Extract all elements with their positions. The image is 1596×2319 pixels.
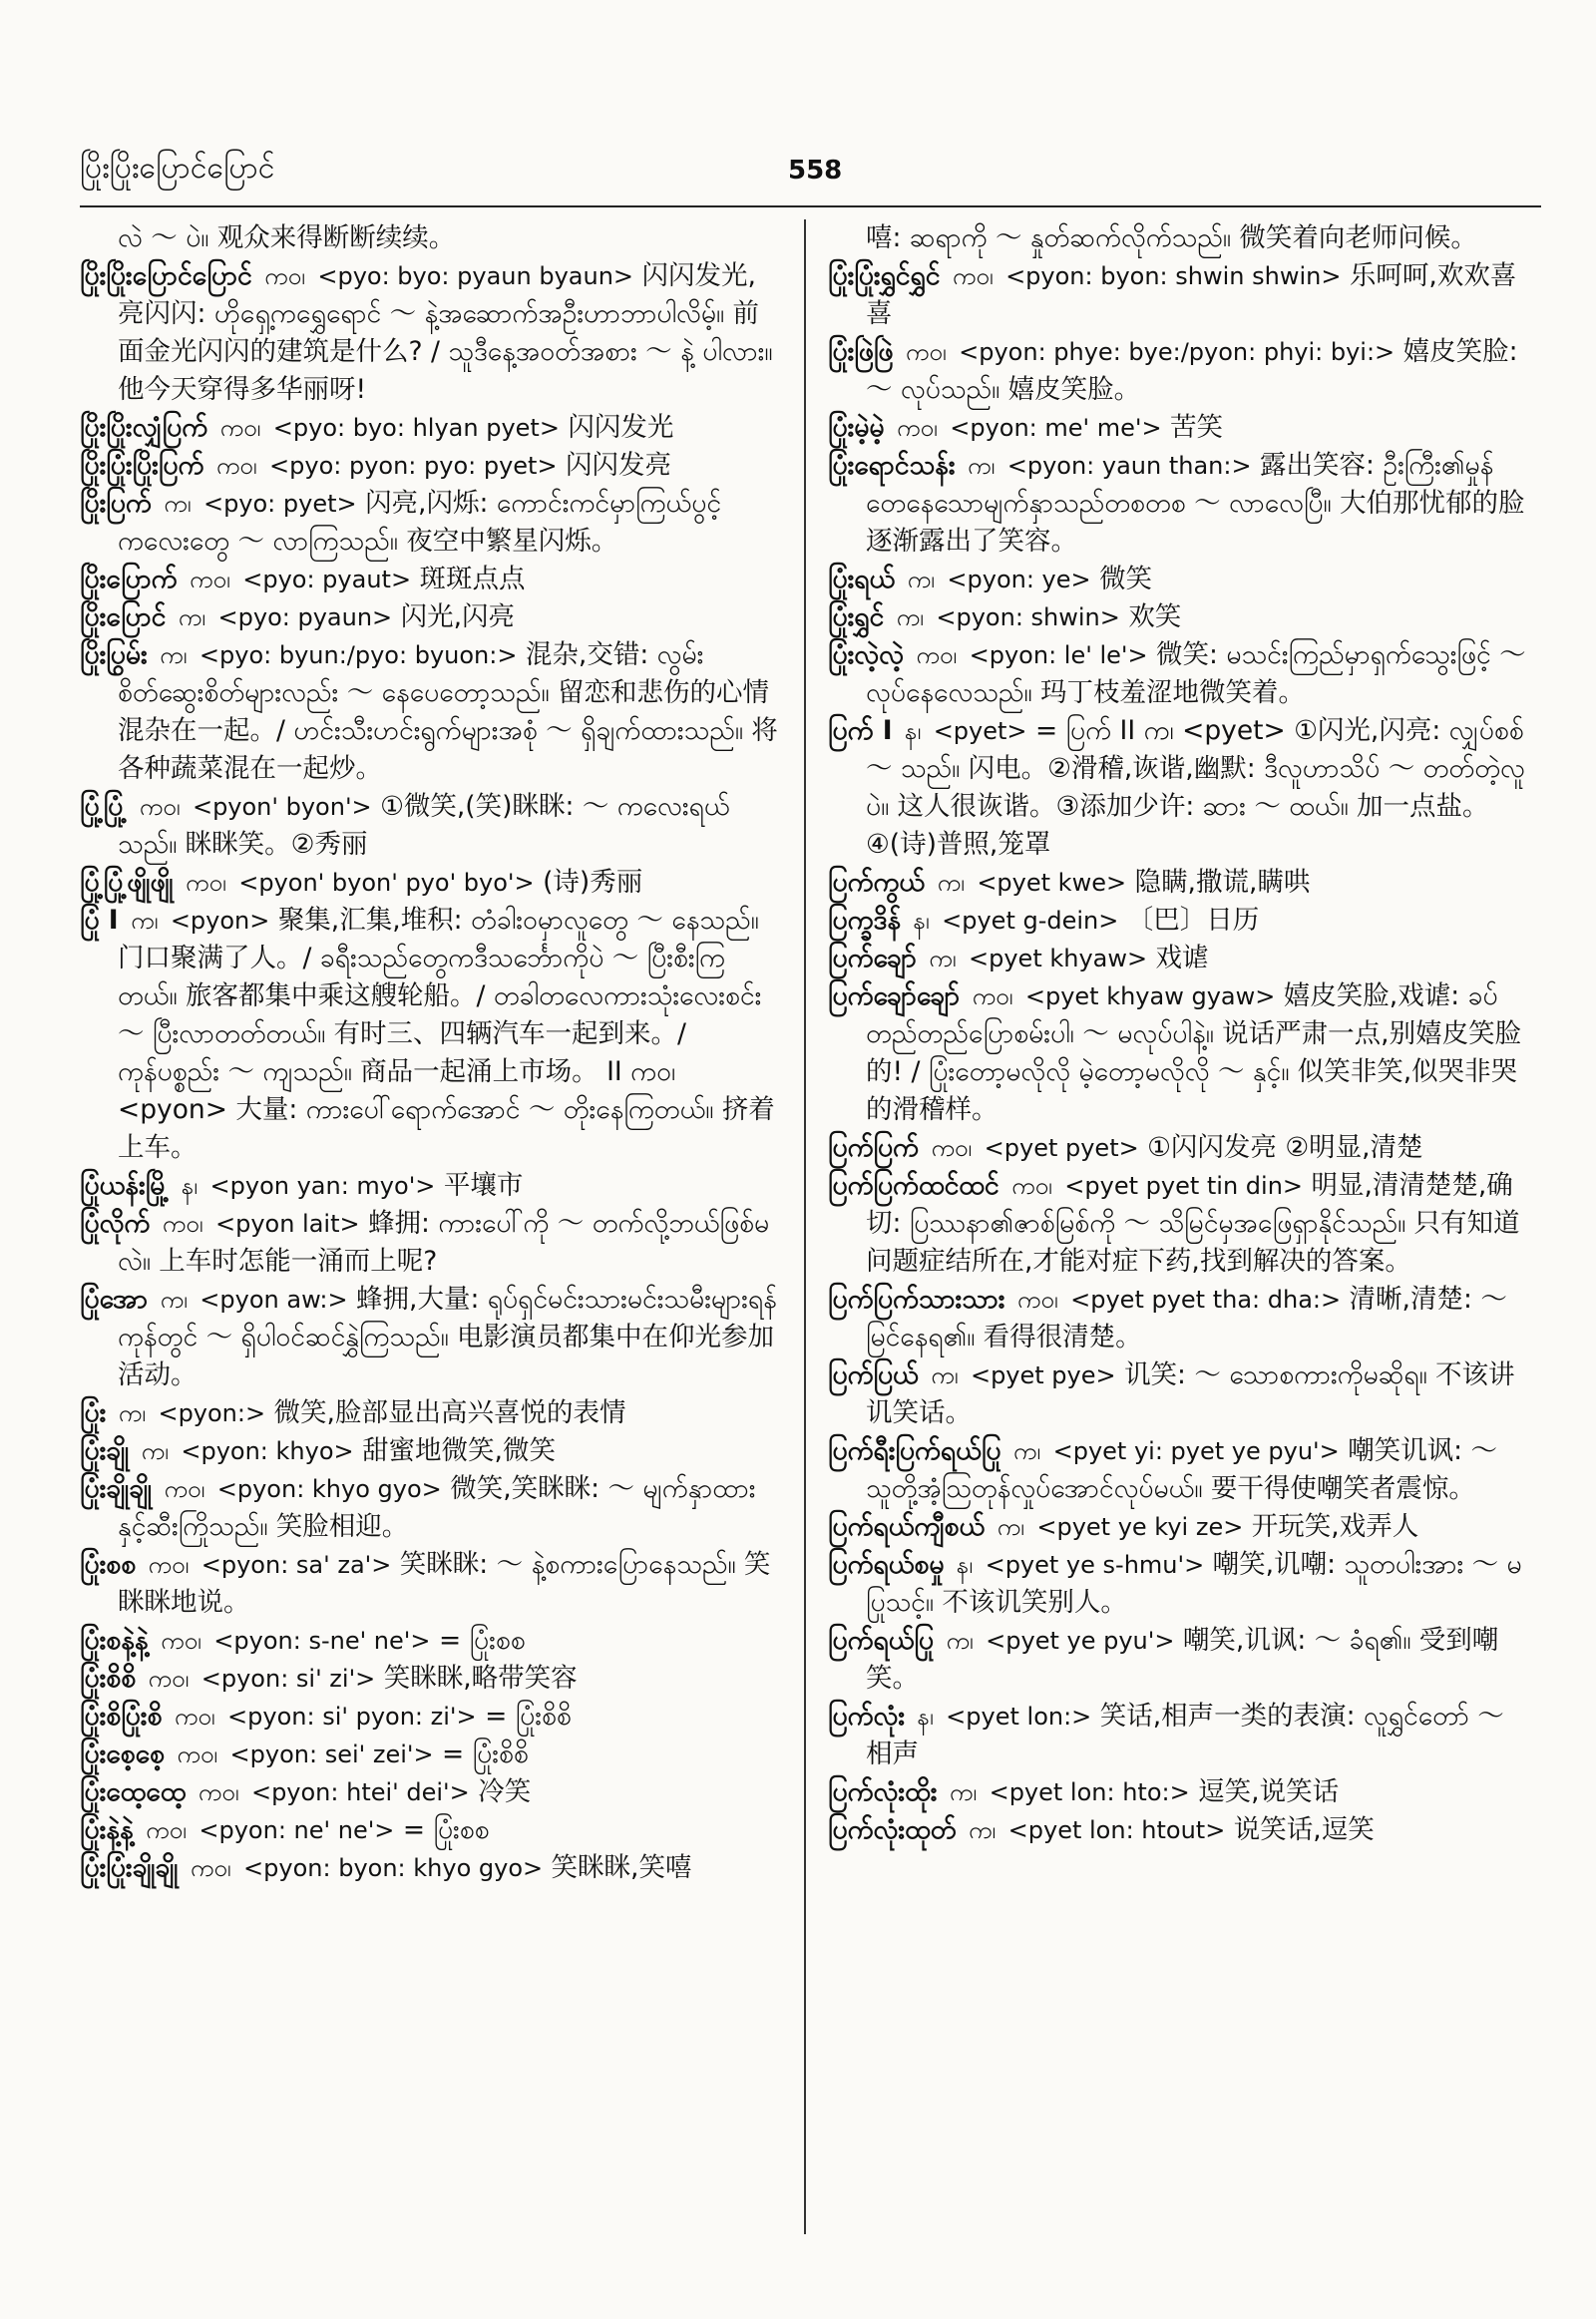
dictionary-entry [828, 598, 1526, 636]
part-of-speech: န၊ [913, 907, 930, 935]
pronunciation: <pyon: si' zi'> [200, 1665, 376, 1693]
part-of-speech: ကဝ၊ [215, 452, 257, 480]
part-of-speech: က၊ [1012, 1437, 1041, 1465]
pronunciation: <pyon: le' le'> [969, 641, 1148, 669]
part-of-speech: ကဝ၊ [190, 566, 230, 593]
headword: ပြက္ခဒိန် [828, 905, 902, 936]
dictionary-entry [828, 1698, 1526, 1773]
definition: 闪闪发光,亮闪闪: ဟိုရှေ့ကရွှေရောင် ～ နဲ့အဆောက်အဦးဟာဘာပါလိမ့်။ 前面金光闪闪的建筑是什么? / သူဒီနေ့အဝတ်အစား ～ နဲ့ ပါလား။ 他今天穿得多华丽呀! [118, 260, 773, 405]
definition: = ပြက် II က၊ <pyet> ①闪光,闪亮: လျှပ်စစ် ～ သည်။ 闪电。②滑稽,诙谐,幽默: ဒီလူဟာသိပ် ～ တတ်တဲ့လူပဲ။ 这人很诙谐。③添加少许: ဆား ～ ထယ်။ 加一点盐。④(诗)普照,笼罩 [866, 715, 1525, 860]
headword: ပြုံးပြုံးချိုချို [80, 1852, 179, 1883]
headword: ပြက်ရယ်ပြု [828, 1625, 934, 1656]
definition: = ပြုံးစိစိ [485, 1701, 572, 1732]
headword: ပြိုးပြောက် [80, 564, 178, 594]
part-of-speech: ကဝ၊ [161, 1627, 201, 1655]
pronunciation: <pyon: phye: bye:/pyon: phyi: byi:> [959, 338, 1396, 366]
pronunciation: <pyon aw:> [200, 1286, 348, 1314]
part-of-speech: ကဝ၊ [1016, 1286, 1058, 1314]
part-of-speech: ကဝ၊ [146, 1816, 187, 1844]
headword: ပြုံးစိစိ [80, 1663, 137, 1694]
dictionary-entry [80, 447, 778, 485]
right-column [828, 219, 1526, 2254]
pronunciation: <pyon> [170, 907, 270, 935]
definition: 微笑 [1099, 564, 1153, 594]
pronunciation: <pyon: byon: shwin shwin> [1005, 262, 1342, 290]
definition: 清晰,清楚: ～ မြင်နေရ၏။ 看得很清楚。 [866, 1284, 1507, 1353]
pronunciation: <pyet ye kyi ze> [1036, 1513, 1244, 1541]
dictionary-entry [80, 485, 778, 561]
definition: 斑斑点点 [419, 564, 526, 594]
dictionary-entry [828, 1167, 1526, 1281]
headword: ပြုံးမဲ့မဲ့ [828, 412, 885, 443]
part-of-speech: က၊ [160, 1286, 188, 1314]
pronunciation: <pyet> [933, 717, 1027, 745]
part-of-speech: က၊ [178, 603, 206, 631]
headword: ပြက်ရယ်ကျီစယ် [828, 1511, 986, 1542]
entry-text: 嘻: ဆရာကို ～ နှုတ်ဆက်လိုက်သည်။ 微笑着向老师问候。 [866, 222, 1477, 253]
pronunciation: <pyet pyet> [984, 1134, 1139, 1162]
pronunciation: <pyo: pyaut> [242, 566, 412, 593]
part-of-speech: န၊ [956, 1551, 974, 1579]
definition: 微笑,笑眯眯: ～ မျက်နှာထားနှင့်ဆီးကြိုသည်။ 笑脸相迎。 [118, 1473, 756, 1542]
part-of-speech: က၊ [968, 452, 996, 480]
dictionary-entry [828, 1546, 1526, 1622]
part-of-speech: က၊ [118, 1399, 147, 1427]
definition: 笑眯眯,笑嘻 [551, 1852, 692, 1883]
dictionary-entry [828, 333, 1526, 409]
dictionary-entry [80, 1773, 778, 1811]
dictionary-entry [828, 409, 1526, 447]
dictionary-entry [80, 788, 778, 864]
headword: ပြိုးပြုံးပြိုးပြက် [80, 450, 204, 481]
definition: 〔巴〕日历 [1126, 905, 1260, 936]
part-of-speech: ကဝ၊ [139, 793, 181, 821]
dictionary-entry [828, 977, 1526, 1129]
pronunciation: <pyon yan: myo'> [209, 1172, 436, 1200]
pronunciation: <pyet lon: htout> [1007, 1816, 1226, 1844]
part-of-speech: က၊ [931, 1361, 959, 1389]
definition: 露出笑容: ဦးကြီး၏မှုန်တေနေသောမျက်နှာသည်တစတစ ～ လာလေပြီ။ 大伯那忧郁的脸逐渐露出了笑容。 [866, 450, 1525, 557]
definition: 戏谑 [1155, 943, 1209, 973]
dictionary-entry [80, 864, 778, 902]
part-of-speech: က၊ [946, 1627, 974, 1655]
pronunciation: <pyon: si' pyon: zi'> [227, 1703, 477, 1731]
part-of-speech: ကဝ၊ [905, 338, 947, 366]
dictionary-entry [80, 1849, 778, 1887]
pronunciation: <pyon: ne' ne'> [199, 1816, 395, 1844]
pronunciation: <pyon:> [158, 1399, 266, 1427]
part-of-speech: န၊ [905, 717, 922, 745]
headword: ပြုံးစိပြုံးစိ [80, 1701, 163, 1732]
page-header [80, 148, 1541, 207]
pronunciation: <pyon: s-ne' ne'> [213, 1627, 431, 1655]
part-of-speech: ကဝ၊ [1011, 1172, 1052, 1200]
definition: 冷笑 [478, 1776, 532, 1807]
pronunciation: <pyet lon:> [946, 1703, 1092, 1731]
definition: 蜂拥,大量: ရုပ်ရှင်မင်းသားမင်းသမီးများရန်ကုန်တွင် ～ ရှိပါဝင်ဆင်နွှဲကြသည်။ 电影演员都集中在仰光参加活动。 [118, 1284, 777, 1390]
part-of-speech: ကဝ၊ [972, 982, 1013, 1010]
dictionary-entry [828, 447, 1526, 561]
pronunciation: <pyet g-dein> [942, 907, 1119, 935]
definition: 讥笑: ～ သောစကားကိုမဆိုရ။ 不该讲讥笑话。 [866, 1359, 1515, 1428]
column-divider [804, 219, 806, 2234]
dictionary-entry [828, 1356, 1526, 1432]
headword: ပြက်လုံးထုတ် [828, 1814, 957, 1845]
dictionary-entry [80, 1205, 778, 1281]
part-of-speech: က၊ [131, 907, 159, 935]
pronunciation: <pyon: shwin> [936, 603, 1120, 631]
dictionary-entry [828, 902, 1526, 940]
part-of-speech: ကဝ၊ [952, 262, 994, 290]
part-of-speech: ကဝ၊ [198, 1778, 239, 1806]
headword: ပြုံးစစ [80, 1549, 137, 1580]
dictionary-entry [80, 1736, 778, 1773]
dictionary-entry [80, 1660, 778, 1698]
definition: = ပြုံးစစ [438, 1625, 526, 1656]
left-column [80, 219, 778, 2254]
definition: 开玩笑,戏弄人 [1251, 1511, 1419, 1542]
part-of-speech: ကဝ၊ [148, 1665, 190, 1693]
headword: ပြက်ပြက်သားသား [828, 1284, 1005, 1315]
definition: 微笑: မသင်းကြည်မှာရှက်သွေးဖြင့် ～ လုပ်နေလေသည်။ 玛丁枝羞涩地微笑着。 [866, 639, 1526, 708]
dictionary-entry [80, 636, 778, 788]
headword: ပြုံး [80, 1397, 107, 1428]
pronunciation: <pyon' byon' pyo' byo'> [238, 869, 535, 897]
part-of-speech: က၊ [997, 1513, 1024, 1541]
dictionary-entry [828, 1622, 1526, 1698]
part-of-speech: က၊ [949, 1778, 978, 1806]
definition: 闪闪发亮 [566, 450, 672, 481]
definition: (诗)秀丽 [543, 867, 643, 898]
definition: 苦笑 [1170, 412, 1224, 443]
headword: ပြက်ချော် [828, 943, 917, 973]
headword: ပြက်လုံးထိုး [828, 1776, 938, 1807]
part-of-speech: က၊ [164, 490, 192, 518]
pronunciation: <pyon: yaun than:> [1006, 452, 1252, 480]
part-of-speech: န၊ [181, 1172, 199, 1200]
definition: 嬉皮笑脸: ～ လုပ်သည်။ 嬉皮笑脸。 [866, 336, 1518, 405]
definition: 明显,清清楚楚,确切: ပြဿနာ၏ဇာစ်မြစ်ကို ～ သိမြင်မှအဖြေရှာနိုင်သည်။ 只有知道问题症结所在,才能对症下药,找到解决的答案。 [866, 1170, 1520, 1277]
definition: ①微笑,(笑)眯眯: ～ ကလေးရယ်သည်။ 眯眯笑。②秀丽 [118, 791, 730, 860]
pronunciation: <pyet pye> [970, 1361, 1116, 1389]
definition: 闪光,闪亮 [400, 601, 516, 632]
guide-word: ပြိုးပြိုးပြောင်ပြောင် [80, 151, 275, 186]
headword: ပြုံးစေ့စေ့ [80, 1739, 165, 1769]
headword: ပြုံ့ပြုံ့ဖျိုဖျို [80, 867, 174, 898]
headword: ပြိုးပြွမ်း [80, 639, 148, 670]
pronunciation: <pyet yi: pyet ye pyu'> [1052, 1437, 1340, 1465]
part-of-speech: ကဝ၊ [162, 1210, 203, 1238]
definition: 嘲笑,讥嘲: သူတပါးအား ～ မပြုသင့်။ 不该讥笑别人。 [866, 1549, 1522, 1618]
pronunciation: <pyet kwe> [977, 869, 1127, 897]
dictionary-entry [80, 1546, 778, 1622]
definition: 逗笑,说笑话 [1198, 1776, 1340, 1807]
headword: ပြက်ပြယ် [828, 1359, 919, 1390]
headword: ပြုံ့ပြုံ့ [80, 791, 128, 822]
definition: 闪闪发光 [568, 412, 674, 443]
pronunciation: <pyet lon: hto:> [989, 1778, 1190, 1806]
dictionary-entry [828, 636, 1526, 712]
pronunciation: <pyet pyet tha: dha:> [1070, 1286, 1342, 1314]
headword: ပြုံးထေ့ထေ့ [80, 1776, 187, 1807]
definition: 蜂拥: ကားပေါ်ကို ～ တက်လို့ဘယ်ဖြစ်မလဲ။ 上车时怎能一涌而上呢? [118, 1208, 770, 1277]
pronunciation: <pyo: byo: hlyan pyet> [272, 414, 560, 442]
dictionary-entry [828, 1773, 1526, 1811]
headword: ပြက်ရယ်စမှု [828, 1549, 945, 1580]
headword: ပြုံးနဲ့နဲ့ [80, 1814, 134, 1845]
part-of-speech: က၊ [937, 869, 965, 897]
headword: ပြုံးရောင်သန်း [828, 450, 956, 481]
definition: 欢笑 [1128, 601, 1182, 632]
part-of-speech: ကဝ၊ [174, 1703, 215, 1731]
header-rule [80, 205, 1541, 207]
pronunciation: <pyon: byon: khyo gyo> [243, 1854, 544, 1882]
dictionary-entry [828, 940, 1526, 977]
pronunciation: <pyet ye pyu'> [986, 1627, 1175, 1655]
pronunciation: <pyo: pyaun> [217, 603, 393, 631]
headword: ပြိုးပြက် [80, 488, 152, 519]
definition: 嘲笑,讥讽: ～ ခံရ၏။ 受到嘲笑。 [866, 1625, 1499, 1694]
part-of-speech: ကဝ၊ [219, 414, 261, 442]
headword: ပြက်လုံး [828, 1701, 906, 1732]
definition: 嬉皮笑脸,戏谑: ခပ်တည်တည်ပြောစမ်းပါ၊ ～ မလုပ်ပါနဲ့။ 说话严肃一点,别嬉皮笑脸的! / ပြုံးတော့မလိုလို မဲ့တော့မလိုလို ～ နှင့်။ 似笑非笑,似哭非哭的滑稽样。 [866, 980, 1522, 1125]
part-of-speech: က၊ [141, 1437, 169, 1465]
part-of-speech: က၊ [929, 945, 957, 972]
pronunciation: <pyon: khyo> [181, 1437, 354, 1465]
pronunciation: <pyon: ye> [947, 566, 1091, 593]
headword: ပြုံယန်းမြို့ [80, 1170, 170, 1201]
dictionary-entry [80, 409, 778, 447]
dictionary-entry [828, 1508, 1526, 1546]
part-of-speech: ကဝ၊ [177, 1740, 218, 1768]
part-of-speech: က၊ [896, 603, 924, 631]
pronunciation: <pyon: khyo gyo> [216, 1475, 442, 1503]
dictionary-entry [828, 1811, 1526, 1849]
page-number: 558 [788, 156, 843, 186]
definition: 嘲笑讥讽: ～ သူတို့အံ့သြတုန်လှုပ်အောင်လုပ်မယ်။ 要干得使嘲笑者震惊。 [866, 1435, 1498, 1504]
pronunciation: <pyo: pyet> [202, 490, 357, 518]
definition: 闪亮,闪烁: ကောင်းကင်မှာကြယ်ပွင့်ကလေးတွေ ～ လာကြသည်။ 夜空中繁星闪烁。 [118, 488, 722, 557]
part-of-speech: ကဝ၊ [264, 262, 305, 290]
entry-text: လဲ ～ ပဲ။ 观众来得断断续续。 [118, 222, 456, 253]
pronunciation: <pyo: byun:/pyo: byuon:> [199, 641, 518, 669]
definition: 笑眯眯,略带笑容 [383, 1663, 578, 1694]
headword: ပြုံလိုက် [80, 1208, 151, 1239]
headword: ပြုံအော [80, 1284, 149, 1315]
dictionary-entry [828, 864, 1526, 902]
headword: ပြက်ရီးပြက်ရယ်ပြု [828, 1435, 1001, 1466]
headword: ပြက်ကွယ် [828, 867, 926, 898]
part-of-speech: န၊ [917, 1703, 934, 1731]
pronunciation: <pyon: me' me'> [950, 414, 1162, 442]
dictionary-entry [828, 1129, 1526, 1167]
part-of-speech: ကဝ၊ [916, 641, 958, 669]
pronunciation: <pyet ye s-hmu'> [985, 1551, 1205, 1579]
definition: 平壤市 [443, 1170, 524, 1201]
dictionary-entry [80, 561, 778, 598]
definition: 乐呵呵,欢欢喜喜 [866, 260, 1517, 329]
pronunciation: <pyet khyaw> [969, 945, 1148, 972]
dictionary-entry [828, 561, 1526, 598]
definition: = ပြုံးစိစိ [442, 1739, 529, 1769]
headword: ပြုံးရယ် [828, 564, 896, 594]
dictionary-entry [828, 1281, 1526, 1356]
dictionary-entry [80, 598, 778, 636]
pronunciation: <pyon' byon'> [192, 793, 372, 821]
pronunciation: <pyet pyet tin din> [1064, 1172, 1304, 1200]
entry-continuation [80, 219, 778, 257]
part-of-speech: ကဝ၊ [186, 869, 226, 897]
dictionary-entry [80, 1470, 778, 1546]
part-of-speech: ကဝ၊ [897, 414, 938, 442]
dictionary-entry [828, 712, 1526, 864]
headword: ပြုံးချို [80, 1435, 130, 1466]
pronunciation: <pyon lait> [214, 1210, 360, 1238]
definition: = ပြုံးစစ [402, 1814, 490, 1845]
pronunciation: <pyon: htei' dei'> [250, 1778, 470, 1806]
definition: 笑话,相声一类的表演: လူရွှင်တော် ～ 相声 [866, 1701, 1504, 1769]
headword: ပြုံးစနဲ့နဲ့ [80, 1625, 149, 1656]
headword: ပြက်ပြက်ထင်ထင် [828, 1170, 999, 1201]
part-of-speech: ကဝ၊ [190, 1854, 231, 1882]
definition: 说笑话,逗笑 [1233, 1814, 1375, 1845]
part-of-speech: ကဝ၊ [931, 1134, 973, 1162]
dictionary-entry [80, 1698, 778, 1736]
part-of-speech: ကဝ၊ [164, 1475, 205, 1503]
definition: 微笑,脸部显出高兴喜悦的表情 [273, 1397, 626, 1428]
dictionary-entry [80, 1432, 778, 1470]
pronunciation: <pyo: pyon: pyo: pyet> [269, 452, 558, 480]
dictionary-entry [80, 1622, 778, 1660]
dictionary-entry [80, 1811, 778, 1849]
part-of-speech: က၊ [160, 641, 188, 669]
headword: ပြိုးပြိုးလျှံပြက် [80, 412, 208, 443]
headword: ပြိုးပြိုးပြောင်ပြောင် [80, 260, 252, 291]
headword: ပြုံးရွှင် [828, 601, 885, 632]
part-of-speech: က၊ [907, 566, 935, 593]
dictionary-entry [828, 1432, 1526, 1508]
part-of-speech: ကဝ၊ [148, 1551, 190, 1579]
dictionary-entry [80, 1394, 778, 1432]
pronunciation: <pyo: byo: pyaun byaun> [317, 262, 634, 290]
pronunciation: <pyet khyaw gyaw> [1024, 982, 1276, 1010]
headword: ပြုံးဖြဲဖြဲ [828, 336, 894, 367]
definition: 隐瞒,撒谎,瞒哄 [1134, 867, 1311, 898]
headword: ပြုံ I [80, 905, 119, 936]
dictionary-entry [80, 257, 778, 409]
headword: ပြက် I [828, 715, 893, 746]
headword: ပြက်ပြက် [828, 1132, 919, 1163]
dictionary-entry [828, 257, 1526, 333]
headword: ပြုံးလဲ့လဲ့ [828, 639, 904, 670]
dictionary-entry [80, 1167, 778, 1205]
entry-continuation [828, 219, 1526, 257]
pronunciation: <pyon: sei' zei'> [229, 1740, 434, 1768]
headword: ပြိုးပြောင် [80, 601, 167, 632]
dictionary-entry [80, 902, 778, 1167]
pronunciation: <pyon: sa' za'> [200, 1551, 392, 1579]
headword: ပြုံးချိုချို [80, 1473, 153, 1504]
definition: ①闪闪发亮 ②明显,清楚 [1147, 1132, 1423, 1163]
headword: ပြက်ချော်ချော် [828, 980, 961, 1011]
part-of-speech: က၊ [968, 1816, 997, 1844]
definition: 聚集,汇集,堆积: တံခါးဝမှာလူတွေ ～ နေသည်။ 门口聚满了人。/ ခရီးသည်တွေကဒီသင်္ဘောကိုပဲ ～ ပြီးစီးကြတယ်။ 旅客都集中乘这艘轮船。/ တခါတလေကားသုံးလေးစင်း ～ ပြီးလာတတ်တယ်။ 有时三、四辆汽车一起到来。/ ကုန်ပစ္စည်း ～ ကျသည်။ 商品一起涌上市场。 II ကဝ၊ <pyon> 大量: ကားပေါ်ရောက်အောင် ～ တိုးနေကြတယ်။ 挤着上车。 [118, 905, 775, 1163]
headword: ပြုံးပြုံးရွှင်ရွှင် [828, 260, 941, 291]
definition: 甜蜜地微笑,微笑 [362, 1435, 556, 1466]
definition: 混杂,交错: လွမ်းစိတ်ဆွေးစိတ်များလည်း ～ နေပေတော့သည်။ 留恋和悲伤的心情混杂在一起。/ ဟင်းသီးဟင်းရွက်များအစုံ ～ ရှိချက်ထားသည်။ 将各种蔬菜混在一起炒。 [118, 639, 778, 784]
definition: 笑眯眯: ～ နဲ့စကားပြောနေသည်။ 笑眯眯地说。 [118, 1549, 771, 1618]
dictionary-entry [80, 1281, 778, 1394]
